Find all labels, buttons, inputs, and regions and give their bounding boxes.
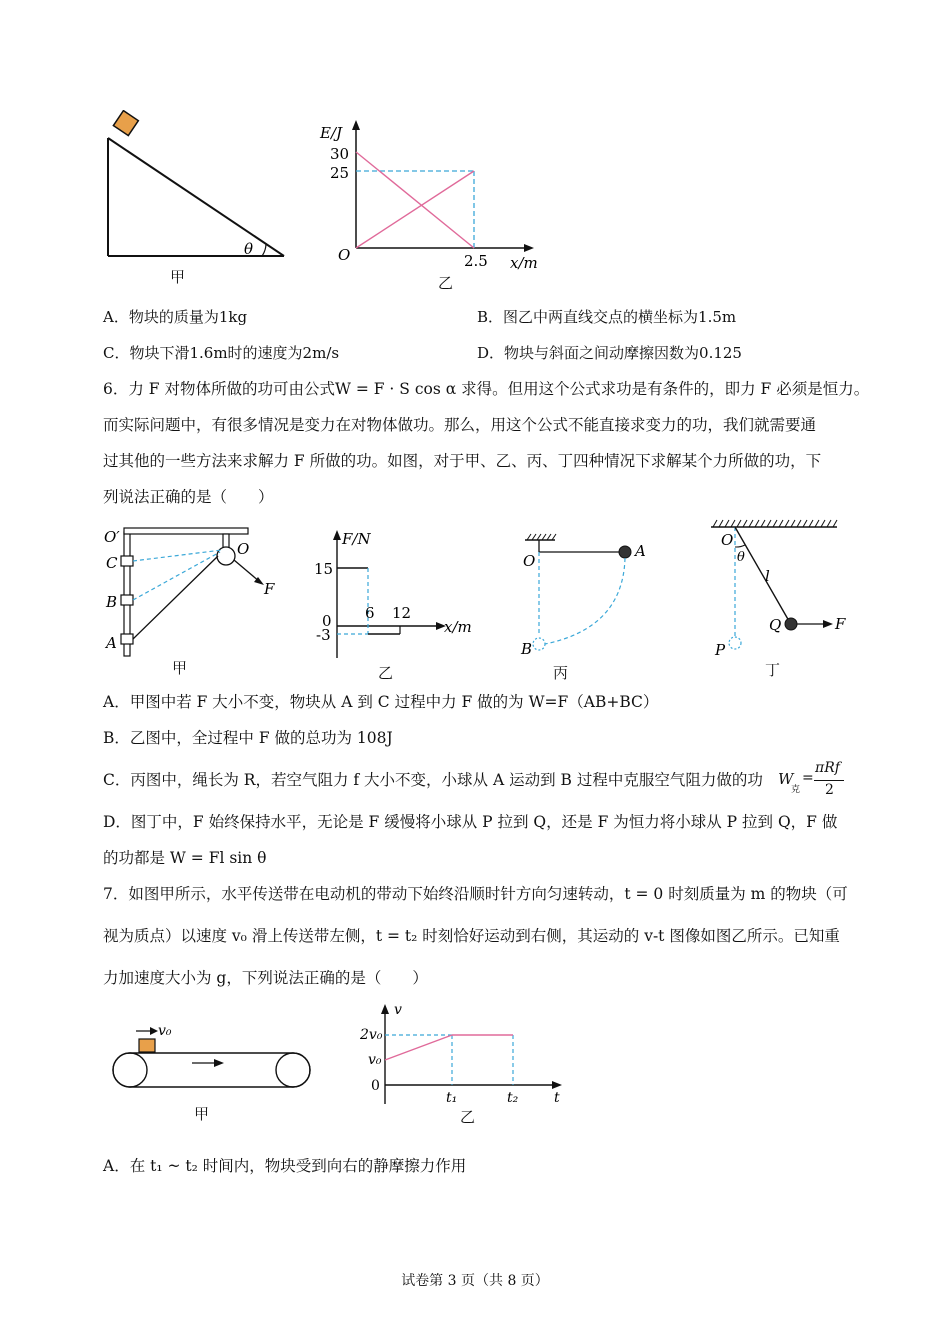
svg-text:O: O [237,540,250,558]
q5-option-c: C．物块下滑1.6m时的速度为2m/s [103,344,340,362]
svg-text:-3: -3 [316,626,331,644]
svg-text:A: A [635,542,646,560]
q7-stem-line-3: 力加速度大小为 g，下列说法正确的是（ ） [103,969,428,987]
q6-stem-line-4: 列说法正确的是（ ） [103,488,274,506]
ball-icon [785,618,797,630]
svg-text:A: A [106,634,117,652]
svg-text:F/N: F/N [342,530,371,548]
rod-pulley-diagram [100,522,295,662]
svg-text:B: B [521,640,533,658]
svg-text:0: 0 [371,1078,380,1094]
page-footer: 试卷第 3 页（共 8 页） [401,1273,549,1289]
caption-ding: 丁 [765,661,781,679]
svg-text:O′: O′ [104,528,120,546]
svg-text:v₀: v₀ [158,1023,172,1039]
svg-text:B: B [106,593,118,611]
line-increasing [356,171,474,248]
svg-text:F: F [264,580,275,598]
force-position-graph [310,528,480,663]
svg-text:t: t [554,1090,560,1106]
q7-stem-line-1: 7．如图甲所示，水平传送带在电动机的带动下始终沿顺时针方向匀速转动，t = 0 时刻质量为 m 的物块（可 [103,885,848,903]
conveyor-belt-diagram [108,1015,323,1115]
q6-stem-line-3: 过其他的一些方法来求解力 F 所做的功。如图，对于甲、乙、丙、丁四种情况下求解某个力所做的功，下 [103,452,822,470]
svg-text:O: O [523,552,536,570]
caption-jia: 甲 [170,268,186,286]
incline-diagram [100,110,300,280]
line-decreasing [356,152,474,248]
svg-text:C: C [106,554,118,572]
svg-text:F: F [835,615,846,633]
svg-text:6: 6 [365,604,375,622]
y-axis-label: E/J [320,124,343,142]
svg-text:l: l [765,567,770,585]
svg-text:Q: Q [769,616,782,634]
tick-25: 25 [330,164,350,182]
svg-text:O: O [721,531,734,549]
q6-option-a: A．甲图中若 F 大小不变，物块从 A 到 C 过程中力 F 做的为 W=F（AB+BC） [103,693,659,711]
svg-text:v₀: v₀ [368,1052,382,1068]
x-axis-label: x/m [510,254,538,272]
svg-text:θ: θ [737,550,745,565]
horizontal-force-pendulum-diagram [705,515,865,660]
svg-text:2v₀: 2v₀ [360,1027,383,1043]
q6-stem-line-1: 6．力 F 对物体所做的功可由公式W = F · S cos α 求得。但用这个公式求功是有条件的，即力 F 必须是恒力。 [103,380,870,398]
svg-text:v: v [394,1002,402,1018]
block-icon [139,1039,155,1052]
caption-jia: 甲 [172,659,188,677]
q6-option-d-line-1: D．图丁中，F 始终保持水平，无论是 F 缓慢将小球从 P 拉到 Q，还是 F 为恒力将小球从 P 拉到 Q，F 做 [103,813,838,831]
caption-bing: 丙 [553,664,569,682]
q5-option-a: A．物块的质量为1kg [103,308,248,326]
block-icon [113,111,138,136]
q6-stem-line-2: 而实际问题中，有很多情况是变力在对物体做功。那么，用这个公式不能直接求变力的功，我们就需要通 [103,416,817,434]
energy-position-graph [312,118,562,278]
tick-30: 30 [330,145,350,163]
svg-text:12: 12 [392,604,412,622]
velocity-time-graph [360,1000,570,1108]
caption-jia: 甲 [194,1105,210,1123]
theta-label: θ [244,240,254,258]
q5-option-d: D．物块与斜面之间动摩擦因数为0.125 [477,344,742,362]
svg-text:x/m: x/m [444,618,472,636]
svg-text:0: 0 [322,612,332,630]
q6-option-c [103,769,763,791]
ball-icon [619,546,631,558]
tick-2-5: 2.5 [464,252,488,270]
caption-yi: 乙 [438,274,454,292]
q7-option-a: A．在 t₁ ~ t₂ 时间内，物块受到向右的静摩擦力作用 [103,1157,467,1175]
q6-option-d-line-2: 的功都是 W = Fl sin θ [103,849,267,867]
svg-text:t₁: t₁ [446,1090,458,1106]
q7-stem-line-2: 视为质点）以速度 v₀ 滑上传送带左侧，t = t₂ 时刻恰好运动到右侧，其运动的 v-t 图像如图乙所示。已知重 [103,927,840,945]
caption-yi: 乙 [460,1108,476,1126]
svg-text:t₂: t₂ [507,1090,519,1106]
pendulum-diagram [515,528,665,663]
svg-text:P: P [715,641,726,659]
q6-option-b: B．乙图中，全过程中 F 做的总功为 108J [103,729,393,747]
caption-yi: 乙 [378,664,394,682]
origin-label: O [338,246,351,264]
q6-option-c-text: C．丙图中，绳长为 R，若空气阻力 f 大小不变，小球从 A 运动到 B 过程中克服空气阻力做的功 [103,771,763,789]
q5-option-b: B．图乙中两直线交点的横坐标为1.5m [477,308,737,326]
svg-text:15: 15 [314,560,334,578]
